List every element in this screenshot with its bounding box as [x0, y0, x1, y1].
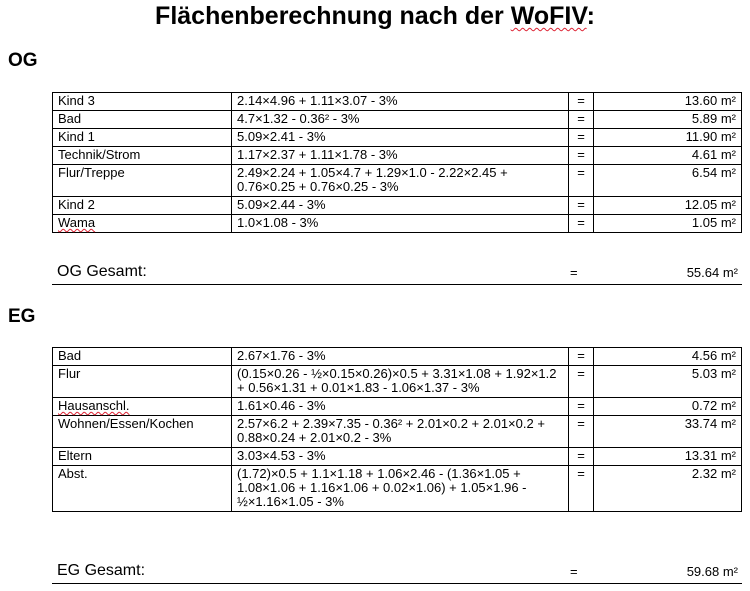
- room-area: 33.74 m²: [594, 416, 742, 448]
- room-area: 5.89 m²: [594, 111, 742, 129]
- room-formula: 2.14×4.96 + 1.11×3.07 - 3%: [232, 93, 569, 111]
- room-name: Flur/Treppe: [53, 165, 232, 197]
- room-name: Wohnen/Essen/Kochen: [53, 416, 232, 448]
- room-formula: 5.09×2.41 - 3%: [232, 129, 569, 147]
- room-area: 13.60 m²: [594, 93, 742, 111]
- room-formula: 2.67×1.76 - 3%: [232, 348, 569, 366]
- equals-sign: =: [569, 398, 594, 416]
- room-name: Bad: [53, 348, 232, 366]
- table-row: [53, 165, 742, 197]
- room-area: 5.03 m²: [594, 366, 742, 398]
- room-area: 11.90 m²: [594, 129, 742, 147]
- equals-sign: =: [569, 197, 594, 215]
- equals-sign: =: [569, 165, 594, 197]
- room-formula: 4.7×1.32 - 0.36² - 3%: [232, 111, 569, 129]
- room-formula: (0.15×0.26 - ½×0.15×0.26)×0.5 + 3.31×1.08 + 1.92×1.2 + 0.56×1.31 + 0.01×1.83 - 1.06×1.37 - 3%: [232, 366, 569, 398]
- room-area: 4.61 m²: [594, 147, 742, 165]
- room-area: 6.54 m²: [594, 165, 742, 197]
- og-total-equals: =: [570, 265, 578, 280]
- equals-sign: =: [569, 366, 594, 398]
- room-name: Flur: [53, 366, 232, 398]
- title-emph: WoFIV: [510, 2, 587, 30]
- table-row: [53, 348, 742, 366]
- equals-sign: =: [569, 416, 594, 448]
- table-row: [53, 197, 742, 215]
- equals-sign: =: [569, 129, 594, 147]
- og-total-value: 55.64 m²: [686, 265, 738, 280]
- og-total-label: OG Gesamt:: [57, 263, 147, 280]
- table-row: [53, 466, 742, 512]
- equals-sign: =: [569, 448, 594, 466]
- room-area: 12.05 m²: [594, 197, 742, 215]
- room-formula: 1.61×0.46 - 3%: [232, 398, 569, 416]
- room-formula: 2.57×6.2 + 2.39×7.35 - 0.36² + 2.01×0.2 + 2.01×0.2 + 0.88×0.24 + 2.01×0.2 - 3%: [232, 416, 569, 448]
- room-formula: 1.0×1.08 - 3%: [232, 215, 569, 233]
- eg-total-equals: =: [570, 564, 578, 579]
- table-row: [53, 366, 742, 398]
- table-row: [53, 398, 742, 416]
- eg-total-value: 59.68 m²: [686, 564, 738, 579]
- og-heading: OG: [8, 50, 38, 71]
- og-table: [52, 92, 742, 233]
- room-name: Abst.: [53, 466, 232, 512]
- table-row: [53, 129, 742, 147]
- room-name: Kind 1: [53, 129, 232, 147]
- room-name: Eltern: [53, 448, 232, 466]
- eg-total-label: EG Gesamt:: [57, 562, 146, 579]
- room-formula: (1.72)×0.5 + 1.1×1.18 + 1.06×2.46 - (1.36×1.05 + 1.08×1.06 + 1.16×1.06 + 0.02×1.06) + 1.05×1.96 - ½×1.16×1.05 - 3%: [232, 466, 569, 512]
- room-formula: 2.49×2.24 + 1.05×4.7 + 1.29×1.0 - 2.22×2.45 + 0.76×0.25 + 0.76×0.25 - 3%: [232, 165, 569, 197]
- room-formula: 1.17×2.37 + 1.11×1.78 - 3%: [232, 147, 569, 165]
- eg-total: [52, 559, 742, 584]
- table-row: [53, 215, 742, 233]
- eg-heading: EG: [8, 306, 36, 327]
- title-suffix: :: [586, 2, 595, 30]
- table-row: [53, 111, 742, 129]
- room-name: Technik/Strom: [53, 147, 232, 165]
- room-name-text: Hausanschl.: [58, 398, 130, 413]
- equals-sign: =: [569, 348, 594, 366]
- room-formula: 5.09×2.44 - 3%: [232, 197, 569, 215]
- equals-sign: =: [569, 215, 594, 233]
- room-name: Kind 3: [53, 93, 232, 111]
- table-row: [53, 147, 742, 165]
- equals-sign: =: [569, 466, 594, 512]
- room-name: Kind 2: [53, 197, 232, 215]
- room-name-text: Wama: [58, 215, 96, 230]
- title-main: Flächenberechnung nach der: [155, 2, 511, 30]
- room-name: Bad: [53, 111, 232, 129]
- eg-table: [52, 347, 742, 512]
- room-area: 13.31 m²: [594, 448, 742, 466]
- page-title: [0, 0, 750, 32]
- room-area: 2.32 m²: [594, 466, 742, 512]
- equals-sign: =: [569, 111, 594, 129]
- equals-sign: =: [569, 147, 594, 165]
- og-total: [52, 260, 742, 285]
- table-row: [53, 448, 742, 466]
- table-row: [53, 416, 742, 448]
- room-area: 1.05 m²: [594, 215, 742, 233]
- equals-sign: =: [569, 93, 594, 111]
- room-area: 0.72 m²: [594, 398, 742, 416]
- room-name: [53, 398, 232, 416]
- table-row: [53, 93, 742, 111]
- room-area: 4.56 m²: [594, 348, 742, 366]
- room-name: [53, 215, 232, 233]
- room-formula: 3.03×4.53 - 3%: [232, 448, 569, 466]
